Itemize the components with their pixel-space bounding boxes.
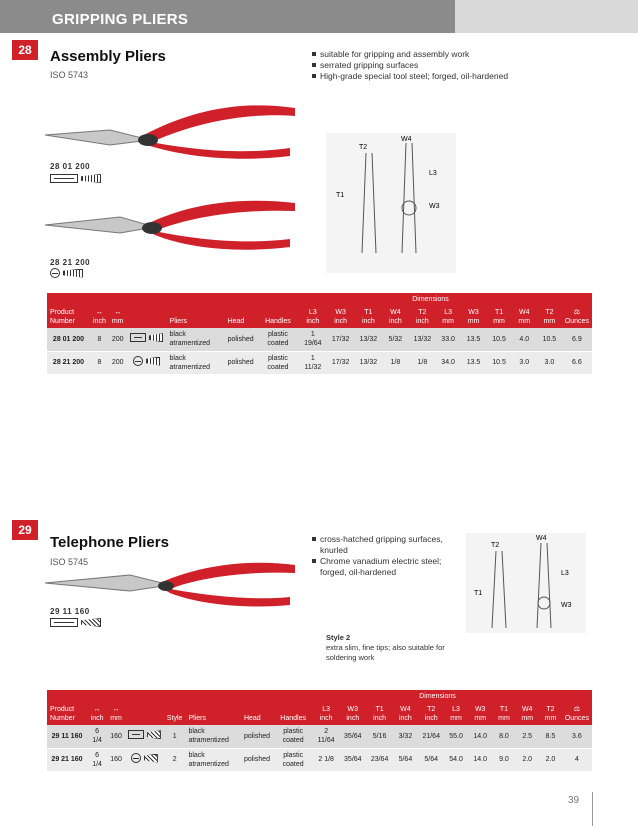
cross-hatched-tip-icon	[144, 754, 158, 763]
feature-item: serrated gripping surfaces	[312, 60, 508, 71]
round-jaw-icon	[133, 356, 143, 366]
section-number: 29	[12, 520, 38, 540]
cross-hatched-tip-icon	[147, 730, 161, 739]
col-header: ⚖ Ounces	[562, 690, 592, 725]
header-bar-right	[455, 0, 638, 33]
col-header: Pliers	[167, 293, 225, 328]
col-header: T2 mm	[539, 703, 562, 725]
col-header: W4 inch	[382, 306, 409, 328]
serrated-tip-icon	[63, 269, 83, 278]
iso-standard: ISO 5745	[50, 557, 89, 567]
feature-item: Chrome vanadium electric steel; forged, oil-hardened	[312, 556, 462, 578]
col-header: T2 inch	[418, 703, 444, 725]
col-header: Head	[225, 293, 257, 328]
col-header: W3 mm	[468, 703, 493, 725]
diagram-label: W4	[536, 535, 547, 542]
serrated-tip-icon	[149, 333, 163, 342]
dimensions-header: Dimensions	[313, 690, 562, 703]
col-header: W4 mm	[511, 306, 537, 328]
diagram-label: T1	[474, 590, 483, 597]
diagram-label: T2	[491, 542, 500, 549]
category-title: GRIPPING PLIERS	[52, 11, 189, 28]
col-header: Pliers	[185, 690, 241, 725]
section-title: Telephone Pliers	[50, 534, 169, 551]
style-note-text: extra slim, fine tips; also suitable for soldering work	[326, 643, 445, 662]
feature-item: cross-hatched gripping surfaces, knurled	[312, 534, 462, 556]
col-header: T1 mm	[493, 703, 516, 725]
tip-symbol	[50, 174, 101, 183]
flat-jaw-icon	[50, 618, 78, 627]
dimension-diagram	[466, 533, 586, 633]
round-jaw-icon	[50, 268, 60, 278]
col-header: W4 inch	[393, 703, 418, 725]
table-row: 28 01 200 8 200 black atramentized polished plastic coated 1 19/64 17/32 13/32 5/32 13/32 33.0 13.5 10.5 4.0 10.5 6.9	[47, 328, 592, 351]
tip-symbol	[50, 268, 83, 278]
section-number: 28	[12, 40, 38, 60]
round-jaw-icon	[131, 753, 141, 763]
col-header: T1 inch	[355, 306, 382, 328]
page-number: 39	[568, 795, 580, 806]
table-row: 28 21 200 8 200 black atramentized polished plastic coated 1 11/32 17/32 13/32 1/8 1/8 34.0 13.5 10.5 3.0 3.0 6.6	[47, 351, 592, 374]
serrated-tip-icon	[81, 174, 101, 183]
plier-image	[40, 555, 300, 610]
diagram-label: T2	[359, 144, 368, 151]
col-header: W3 inch	[326, 306, 354, 328]
col-header: ↔ inch	[90, 293, 109, 328]
diagram-label: T1	[336, 192, 345, 199]
col-header: L3 inch	[313, 703, 339, 725]
plier-image	[40, 195, 300, 255]
col-header	[125, 690, 164, 725]
page-divider	[592, 792, 593, 826]
diagram-label: L3	[429, 170, 437, 177]
plier-image	[40, 100, 300, 160]
variant-code: 28 21 200	[50, 258, 91, 267]
flat-jaw-icon	[50, 174, 78, 183]
spec-table	[47, 690, 592, 772]
col-header: T1 mm	[487, 306, 512, 328]
col-header: ↔ mm	[107, 690, 125, 725]
table-row: 29 11 160 6 1/4 160 1 black atramentized polished plastic coated 2 11/64 35/64 5/16 3/32 21/64 55.0 14.0 8.0 2.5 8.5 3.6	[47, 725, 592, 748]
variant-code: 29 11 160	[50, 607, 90, 616]
col-header: W3 mm	[460, 306, 486, 328]
col-header: L3 mm	[444, 703, 467, 725]
col-header: W3 inch	[339, 703, 366, 725]
col-header: ↔ inch	[87, 690, 107, 725]
style-note	[326, 633, 466, 663]
feature-item: High-grade special tool steel; forged, oil-hardened	[312, 71, 508, 82]
tip-symbol	[125, 748, 164, 771]
col-header: Handles	[257, 293, 300, 328]
feature-item: suitable for gripping and assembly work	[312, 49, 508, 60]
col-header: Product Number	[47, 690, 87, 725]
col-header: T2 mm	[537, 306, 562, 328]
style-note-title: Style 2	[326, 633, 351, 642]
col-header: ↔ mm	[109, 293, 127, 328]
iso-standard: ISO 5743	[50, 70, 89, 80]
spec-table	[47, 293, 592, 375]
tip-symbol	[50, 618, 101, 627]
col-header: T1 inch	[366, 703, 392, 725]
dimensions-header: Dimensions	[299, 293, 562, 306]
tip-symbol	[125, 725, 164, 748]
table-row: 29 21 160 6 1/4 160 2 black atramentized polished plastic coated 2 1/8 35/64 23/64 5/64 5/64 54.0 14.0 9.0 2.0 2.0 4	[47, 748, 592, 771]
col-header: ⚖ Ounces	[562, 293, 592, 328]
variant-code: 28 01 200	[50, 162, 91, 171]
col-header	[127, 293, 167, 328]
col-header: Product Number	[47, 293, 90, 328]
col-header: Handles	[273, 690, 313, 725]
col-header: L3 mm	[436, 306, 461, 328]
tip-symbol	[127, 351, 167, 374]
flat-jaw-icon	[128, 730, 144, 739]
col-header: Head	[241, 690, 273, 725]
col-header: W4 mm	[515, 703, 539, 725]
serrated-tip-icon	[146, 357, 160, 366]
diagram-label: L3	[561, 570, 569, 577]
cross-hatched-tip-icon	[81, 618, 101, 627]
flat-jaw-icon	[130, 333, 146, 342]
feature-list	[312, 49, 508, 82]
feature-list	[312, 534, 462, 578]
col-header: L3 inch	[299, 306, 326, 328]
col-header: Style	[164, 690, 186, 725]
diagram-label: W3	[429, 203, 440, 210]
dimension-diagram	[326, 133, 456, 273]
col-header: T2 inch	[409, 306, 436, 328]
section-title: Assembly Pliers	[50, 48, 166, 65]
tip-symbol	[127, 328, 167, 351]
diagram-label: W4	[401, 136, 412, 143]
diagram-label: W3	[561, 602, 572, 609]
